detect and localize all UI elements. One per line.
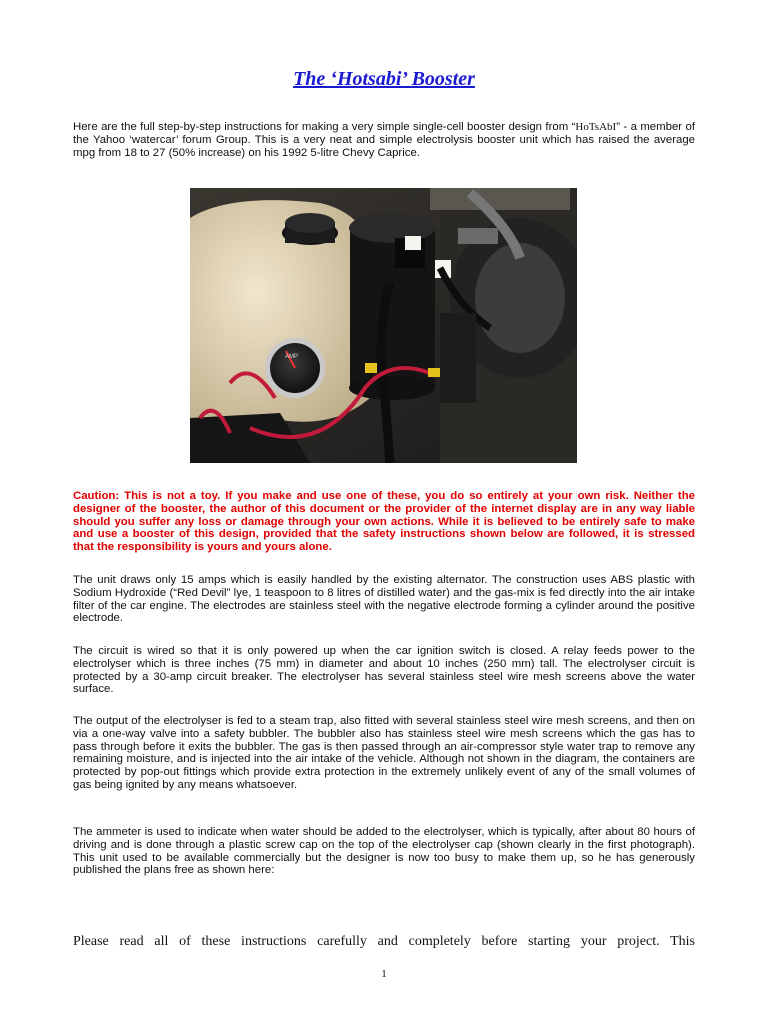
- intro-text-b: ” - a member of the Yahoo ‘watercar’ forum Group. This is a very neat and simple electrolysis booster unit which has raised the average mpg from 18 to 27 (50% increase) on his 1992 5-litre Chevy Caprice.: [73, 121, 695, 159]
- paragraph-circuit: The circuit is wired so that it is only powered up when the car ignition switch is closed. A relay feeds power to the electrolyser which is three inches (75 mm) in diameter and about 10 inches (250 mm) tall. The electrolyser circuit is protected by a 30-amp circuit breaker. The electrolyser has several stainless steel wire mesh screens above the water surface.: [73, 645, 695, 696]
- paragraph-ammeter: The ammeter is used to indicate when water should be added to the electrolyser, which is typically, after about 80 hours of driving and is done through a plastic screw cap on the top of the electrolyser cap (shown clearly in the first photograph). This unit used to be available commercially but the designer is now too busy to make them up, so he has generously published the plans free as shown here:: [73, 826, 695, 877]
- document-title: The ‘Hotsabi’ Booster: [293, 68, 475, 90]
- svg-text:AMP: AMP: [285, 354, 299, 360]
- designer-name: HoTsAbI: [575, 121, 617, 133]
- booster-photo: [190, 188, 577, 463]
- paragraph-output: The output of the electrolyser is fed to a steam trap, also fitted with several stainless steel wire mesh screens, and then on via a one-way valve into a safety bubbler. The bubbler also has stainless steel wire mesh screens which the gas has to pass through before it exits the bubbler. The gas is then passed through an air-compressor style water trap to remove any remaining moisture, and is injected into the air intake of the vehicle. Although not shown in the diagram, the containers are protected by pop-out fittings which provide extra protection in the extremely unlikely event of any of the small volumes of gas being ignited by any means whatsoever.: [73, 715, 695, 791]
- paragraph-current-draw: The unit draws only 15 amps which is easily handled by the existing alternator. The construction uses ABS plastic with Sodium Hydroxide (“Red Devil” lye, 1 teaspoon to 8 litres of distilled water) and the gas-mix is fed directly into the air intake filter of the car engine. The electrodes are stainless steel with the negative electrode forming a cylinder around the positive electrode.: [73, 574, 695, 625]
- page-number: 1: [381, 968, 387, 980]
- paragraph-read-instructions: Please read all of these instructions carefully and completely before starting your project. This: [73, 934, 695, 949]
- intro-text-a: Here are the full step-by-step instructions for making a very simple single-cell booster design from “: [73, 121, 576, 133]
- caution-notice: Caution: This is not a toy. If you make and use one of these, you do so entirely at your own risk. Neither the designer of the booster, the author of this document or the provider of the internet display are in any way liable should you suffer any loss or damage through your own actions. While it is believed to be entirely safe to make and use a booster of this design, provided that the safety instructions shown below are followed, it is stressed that the responsibility is yours and yours alone.: [73, 490, 695, 554]
- intro-paragraph: [73, 121, 695, 159]
